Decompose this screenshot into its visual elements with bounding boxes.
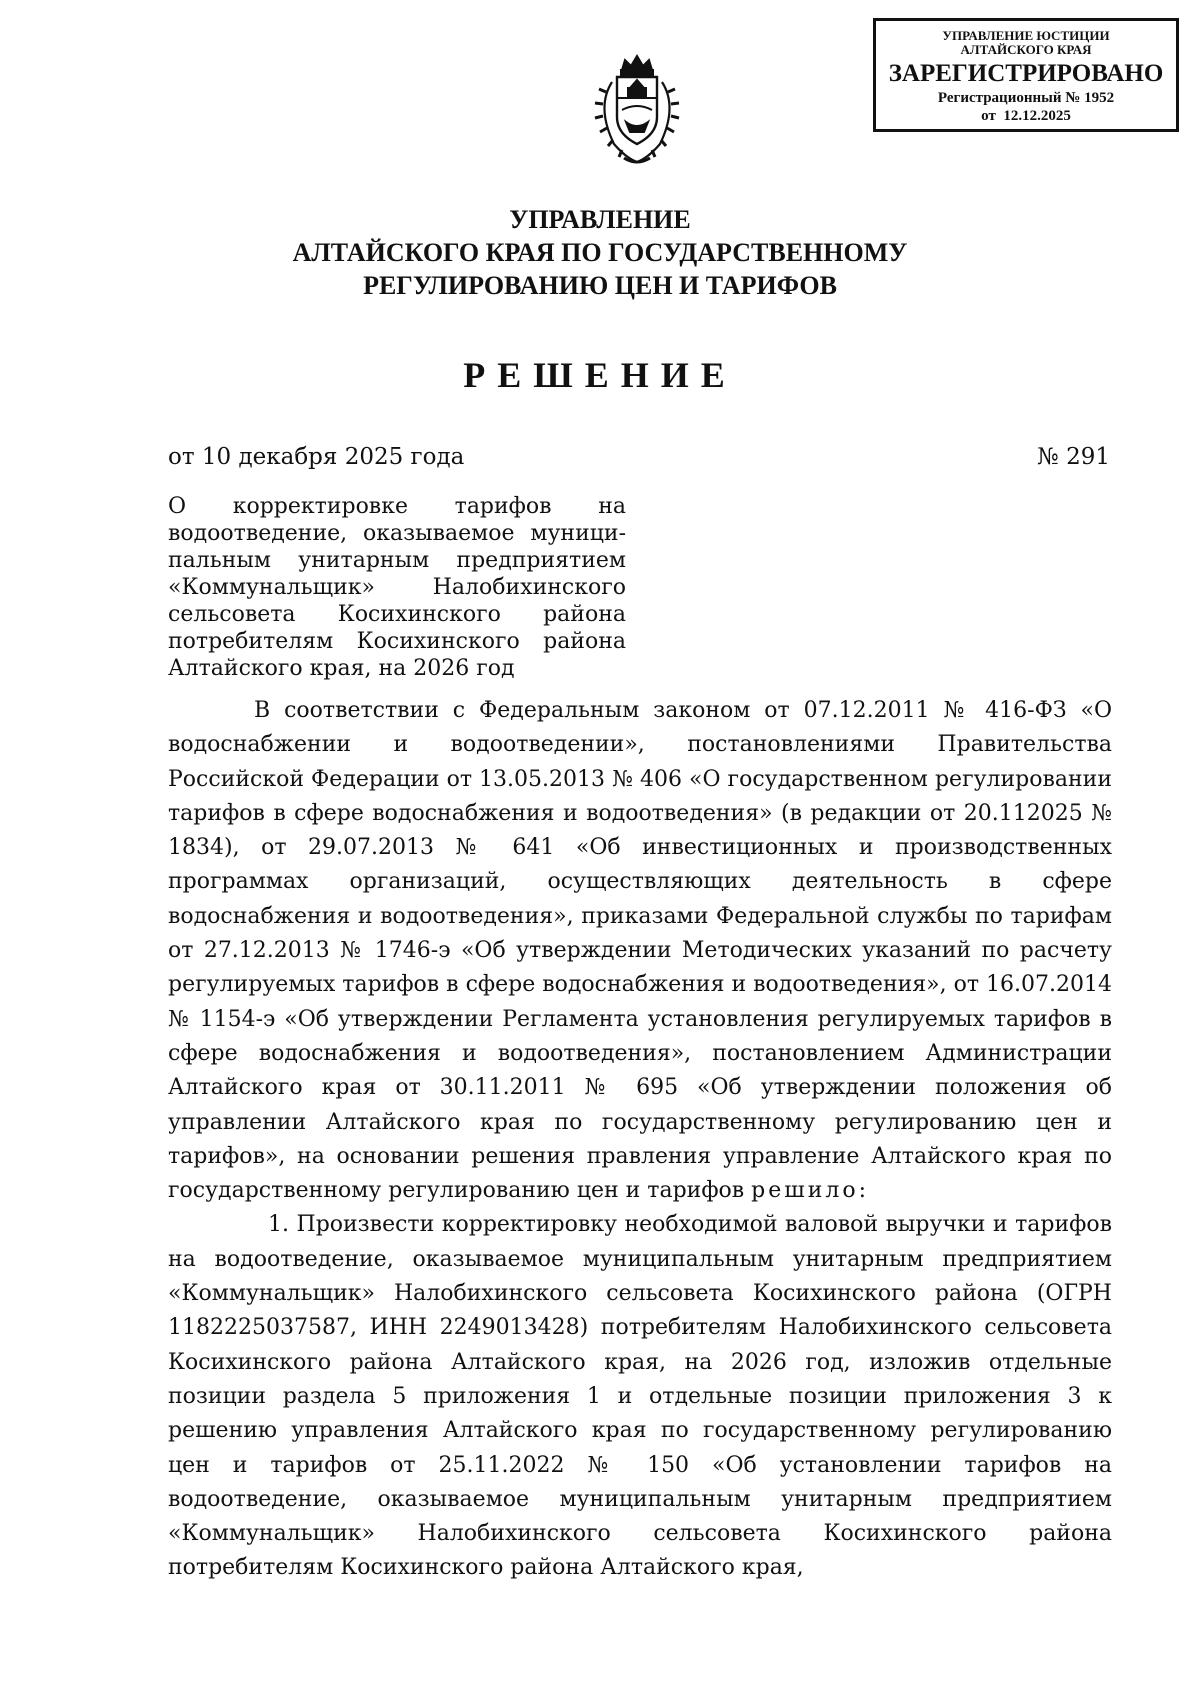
resolution-verb: решило	[751, 1178, 859, 1204]
preamble-end: :	[858, 1178, 867, 1204]
altai-krai-coat-of-arms-icon	[582, 52, 692, 172]
preamble-text: В соответствии с Федеральным законом от 07.12.2011 № 416-ФЗ «О водоснабжении и водоотведении», постановлениями Правительства Российской Федерации от 13.05.2013 № 406 «О государственном регулировании тарифов в сфере водоснабжения и водоотведения» (в редакции от 20.112025 № 1834), от 29.07.2013 № 641 «Об инвестиционных и производственных программах организаций, осуществляющих деятельность в сфере водоснабжения и водоотведения», приказами Федеральной службы по тарифам от 27.12.2013 № 1746-э «Об утверждении Методических указаний по расчету регулируемых тарифов в сфере водоснабжения и водоотведения», от 16.07.2014 № 1154-э «Об утверждении Регламента установления регулируемых тарифов в сфере водоснабжения и водоотведения», постановлением Администрации Алтайского края от 30.11.2011 № 695 «Об утверждении положения об управлении Алтайского края по государственному регулированию цен и тарифов», на основании решения правления управление Алтайского края по государственному регулированию цен и тарифов	[168, 698, 1112, 1204]
document-number: № 291	[1037, 444, 1110, 470]
document-date: от 10 декабря 2025 года	[168, 444, 465, 470]
document-type-title: РЕШЕНИЕ	[463, 355, 737, 395]
stamp-org-line-1: УПРАВЛЕНИЕ ЮСТИЦИИ	[942, 28, 1110, 43]
stamp-date-label: от	[981, 108, 996, 124]
header-line-2: АЛТАЙСКОГО КРАЯ ПО ГОСУДАРСТВЕННОМУ	[292, 238, 908, 267]
stamp-reg-label: Регистрационный №	[937, 90, 1081, 106]
stamp-date	[876, 107, 1176, 125]
body-paragraph-item-1: 1. Произвести корректировку необходимой валовой выручки и тарифов на водоотведение, оказываемое муниципальным унитарным предприятием «Коммунальщик» Налобихинского сельсовета Косихинского района (ОГРН 1182225037587, ИНН 2249013428) потребителям Налобихинского сельсовета Косихинского района Алтайского края, на 2026 год, изложив отдельные позиции раздела 5 приложения 1 и отдельные позиции приложения 3 к решению управления Алтайского края по государственному регулированию цен и тарифов от 25.11.2022 № 150 «Об установлении тарифов на водоотведение, оказываемое муниципальным унитарным предприятием «Коммунальщик» Налобихинского сельсовета Косихинского района потребителям Косихинского района Алтайского края,	[168, 1212, 1112, 1581]
body-paragraph-preamble	[168, 694, 1112, 1208]
document-subject: О корректировке тарифов на водоотведение, оказываемое муници-пальным унитарным предприятием «Коммунальщик» Налобихинского сельсовета Косихинского района потребителям Косихинского района Алтайского края, на 2026 год	[168, 494, 626, 681]
document-body	[168, 694, 1112, 1586]
stamp-organization	[876, 29, 1176, 57]
organization-header	[180, 203, 1020, 302]
stamp-registration-number	[876, 89, 1176, 107]
stamp-status: ЗАРЕГИСТРИРОВАНО	[888, 60, 1164, 87]
registration-stamp	[873, 18, 1179, 132]
stamp-date-value: 12.12.2025	[1003, 108, 1071, 124]
header-line-1: УПРАВЛЕНИЕ	[509, 205, 691, 234]
header-line-3: РЕГУЛИРОВАНИЮ ЦЕН И ТАРИФОВ	[363, 271, 837, 300]
stamp-reg-value: 1952	[1084, 90, 1115, 106]
stamp-org-line-2: АЛТАЙСКОГО КРАЯ	[960, 42, 1092, 57]
